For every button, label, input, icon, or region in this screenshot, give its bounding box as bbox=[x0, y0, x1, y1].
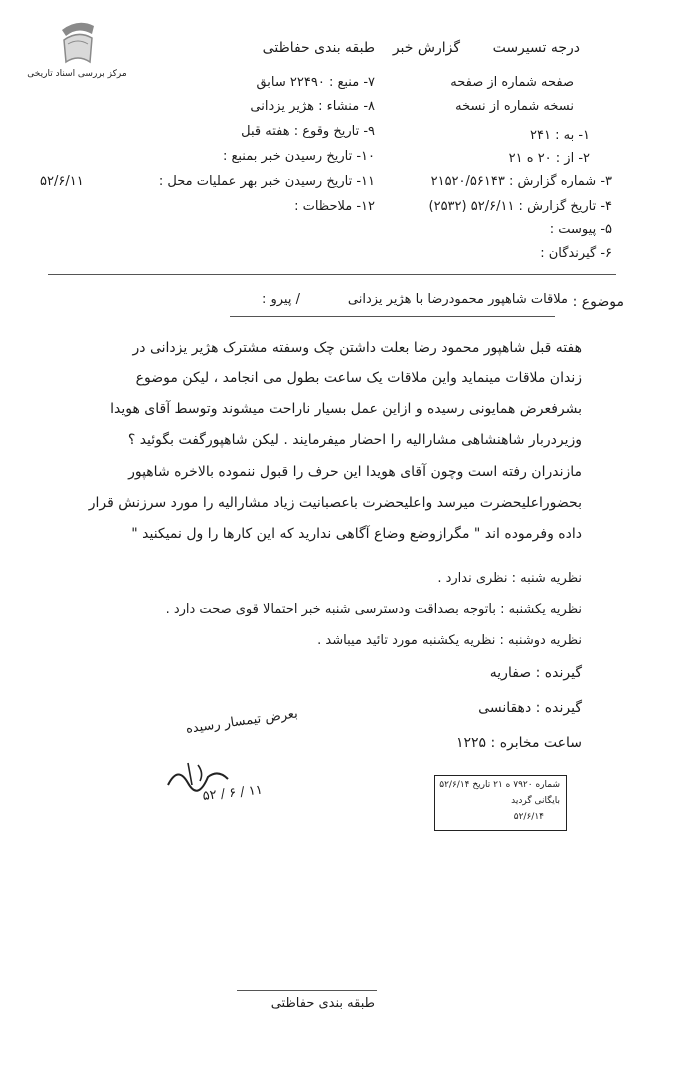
field-recipients: ۶- گیرندگان : bbox=[540, 246, 612, 261]
body-line-1: هفته قبل شاهپور محمود رضا بعلت داشتن چک وسفته مشترک هژیر یزدانی در bbox=[132, 340, 582, 356]
subject-value: ملاقات شاهپور محمودرضا با هژیر یزدانی bbox=[347, 292, 568, 307]
bottom-classification: طبقه بندی حفاظتی bbox=[270, 996, 375, 1011]
field-report-date: ۴- تاریخ گزارش : ۵۲/۶/۱۱ (۲۵۳۲) bbox=[428, 199, 612, 214]
body-line-4: وزیردربار شاهنشاهی مشارالیه را احضار میفرمایند . لیکن شاهپورگفت بگوئید ؟ bbox=[127, 432, 582, 448]
handwritten-note: بعرض تیمسار رسیده bbox=[185, 706, 299, 737]
body-line-7: داده وفرموده اند " مگرازوضع وضاع آگاهی ندارید که این کارها را ول نمیکنید " bbox=[131, 526, 582, 542]
field-report-number: ۳- شماره گزارش : ۲۱۵۲۰/۵۶۱۴۳ bbox=[430, 174, 612, 189]
body-line-3: بشرفعرض همایونی رسیده و ازاین عمل بسیار ناراحت میشوند وتوسط آقای هویدا bbox=[110, 401, 582, 417]
field-origin: ۸- منشاء : هژیر یزدانی bbox=[250, 99, 375, 114]
stamp-line-3: ۵۲/۶/۱۴ bbox=[513, 812, 544, 822]
classification-label: درجه تسیرست bbox=[492, 40, 580, 56]
copy-number: نسخه شماره از نسخه bbox=[455, 99, 574, 114]
body-line-2: زندان ملاقات مینماید واین ملاقات یک ساعت بطول می انجامد ، لیکن موضوع bbox=[135, 370, 582, 386]
handwritten-date: ۱۱ / ۶ / ۵۲ bbox=[202, 782, 264, 804]
field-notes: ۱۲- ملاحظات : bbox=[294, 199, 375, 214]
stamp-line-2: بایگانی گردید bbox=[511, 796, 560, 806]
field-event-date: ۹- تاریخ وقوع : هفته قبل bbox=[241, 124, 375, 139]
body-line-6: بحضوراعلیحضرت میرسد واعلیحضرت باعصبانیت زیاد مشارالیه را مورد سرزنش قرار bbox=[88, 495, 582, 511]
opinion-saturday: نظریه شنبه : نظری ندارد . bbox=[437, 571, 582, 586]
field-hq-date-value: ۵۲/۶/۱۱ bbox=[40, 174, 84, 189]
subject-label: موضوع : bbox=[572, 294, 624, 310]
opinion-monday: نظریه دوشنبه : نظریه یکشنبه مورد تائید میباشد . bbox=[317, 633, 582, 648]
class-value: طبقه بندی حفاظتی bbox=[262, 40, 375, 56]
field-to: ۱- به : ۲۴۱ bbox=[530, 128, 590, 143]
archive-stamp bbox=[434, 775, 567, 831]
page-number: صفحه شماره از صفحه bbox=[450, 75, 574, 90]
footer-divider bbox=[237, 990, 377, 991]
field-from: ۲- از : ۲۰ ه ۲۱ bbox=[508, 151, 590, 166]
body-line-5: مازندران رفته است وچون آقای هویدا این حرف را قبول ننموده بالاخره شاهپور bbox=[128, 464, 582, 480]
recipient-1: گیرنده : صفاریه bbox=[489, 665, 582, 681]
archive-logo-icon bbox=[58, 18, 98, 66]
report-title: گزارش خبر bbox=[392, 40, 460, 56]
transmission-time: ساعت مخابره : ۱۲۲۵ bbox=[456, 735, 582, 751]
subject-underline bbox=[230, 316, 555, 317]
archive-caption: مرکز بررسی اسناد تاریخی bbox=[27, 69, 127, 79]
opinion-sunday: نظریه یکشنبه : باتوجه بصداقت ودسترسی شنبه خبر احتمالا قوی صحت دارد . bbox=[165, 602, 582, 617]
field-hq-date: ۱۱- تاریخ رسیدن خبر بهر عملیات محل : bbox=[158, 174, 375, 189]
subject-followup: / پیرو : bbox=[261, 292, 300, 307]
header-divider bbox=[48, 274, 616, 275]
field-source: ۷- منبع : ۲۲۴۹۰ سابق bbox=[256, 75, 375, 90]
field-attachment: ۵- پیوست : bbox=[549, 222, 612, 237]
recipient-2: گیرنده : دهقانسی bbox=[478, 700, 582, 716]
field-source-date: ۱۰- تاریخ رسیدن خبر بمنبع : bbox=[222, 149, 375, 164]
stamp-line-1: شماره ۷۹۲۰ ه ۲۱ تاریخ ۵۲/۶/۱۴ bbox=[439, 780, 560, 790]
